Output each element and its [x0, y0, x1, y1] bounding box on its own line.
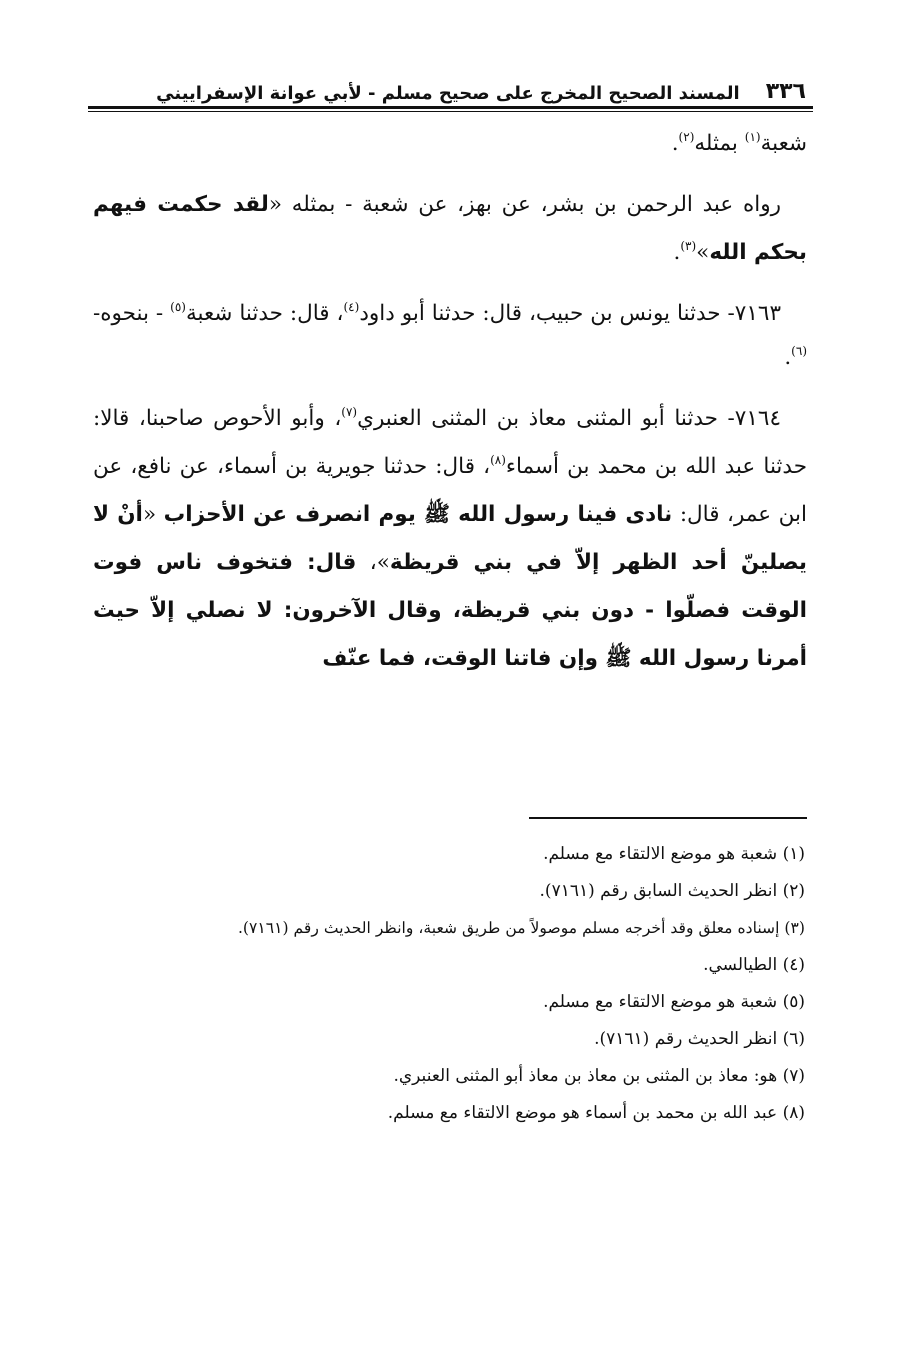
p2-text-3: . [673, 240, 681, 265]
p3-text-3: - بنحوه- [93, 301, 171, 326]
p4-text-4: « [142, 502, 164, 527]
header-rule-thick [88, 106, 813, 109]
p3-text-1: ٧١٦٣- حدثنا يونس بن حبيب، قال: حدثنا أبو داود [359, 301, 781, 326]
footnote-2: (٢) انظر الحديث السابق رقم (٧١٦١). [539, 881, 805, 901]
footnote-4: (٤) الطيالسي. [703, 955, 805, 975]
footnotes [93, 836, 805, 1132]
main-text [93, 122, 807, 683]
footnote-ref-3: (٣) [680, 239, 697, 253]
p4-bold-quote: أنْ لا يصلينّ أحد الظهر إلاّ في بني قريظة [93, 502, 807, 575]
footnote-8: (٨) عبد الله بن محمد بن أسماء هو موضع الالتقاء مع مسلم. [387, 1103, 805, 1123]
footnote-ref-2: (٢) [678, 130, 695, 144]
paragraph-2 [93, 181, 807, 277]
footnote-separator [529, 817, 807, 819]
footnote-5: (٥) شعبة هو موضع الالتقاء مع مسلم. [543, 992, 805, 1012]
footnote-3: (٣) إسناده معلق وقد أخرجه مسلم موصولاً من طريق شعبة، وانظر الحديث رقم (٧١٦١). [237, 919, 805, 937]
footnote-7: (٧) هو: معاذ بن المثنى بن معاذ بن معاذ أبو المثنى العنبري. [393, 1066, 805, 1086]
p3-text-2: ، قال: حدثنا شعبة [185, 301, 344, 326]
p1-text-1: شعبة [760, 131, 807, 156]
footnote-ref-5: (٥) [170, 300, 186, 314]
paragraph-hadith-7163 [93, 292, 807, 380]
p1-text-3: . [671, 131, 679, 156]
running-head [97, 70, 806, 104]
header-rule-thin [88, 111, 813, 112]
footnote-6: (٦) انظر الحديث رقم (٧١٦١). [594, 1029, 805, 1049]
footnote-ref-7: (٧) [341, 405, 358, 419]
p2-text-1: رواه عبد الرحمن بن بشر، عن بهز، عن شعبة - بمثله « [268, 192, 781, 217]
p1-text-2: بمثله [694, 131, 745, 156]
p3-text-4: . [784, 345, 792, 370]
p4-bold-3: قال: فتخوف ناس فوت الوقت فصلّوا - دون بني قريظة، وقال الآخرون: لا نصلي إلاّ حيث أمرنا رسول الله ﷺ وإن فاتنا الوقت، فما عنّف [93, 550, 807, 671]
p2-text-2: » [696, 240, 710, 265]
footnote-ref-6: (٦) [791, 344, 807, 358]
paragraph-1 [93, 122, 807, 166]
p2-bold-quote: لقد حكمت فيهم بحكم الله [93, 192, 807, 265]
footnote-ref-8: (٨) [490, 453, 506, 467]
footnote-ref-1: (١) [744, 130, 761, 144]
p4-bold-1: نادى فينا رسول الله ﷺ يوم انصرف عن الأحزاب [163, 502, 673, 527]
p4-text-2: ، وأبو الأحوص صاحبنا، قالا: حدثنا عبد الله بن محمد بن أسماء [93, 406, 807, 479]
footnote-ref-4: (٤) [343, 300, 360, 314]
running-title: المسند الصحيح المخرج على صحيح مسلم - لأبي عوانة الإسفراييني [156, 83, 740, 104]
p4-text-1: ٧١٦٤- حدثنا أبو المثنى معاذ بن المثنى العنبري [357, 406, 781, 431]
p4-text-3: ، قال: حدثنا جويرية بن أسماء، عن نافع، عن ابن عمر، قال: [93, 454, 807, 527]
page-number: ٣٣٦ [765, 79, 806, 104]
p4-text-5: »، [356, 550, 390, 575]
paragraph-hadith-7164 [93, 395, 807, 683]
footnote-1: (١) شعبة هو موضع الالتقاء مع مسلم. [543, 844, 805, 864]
